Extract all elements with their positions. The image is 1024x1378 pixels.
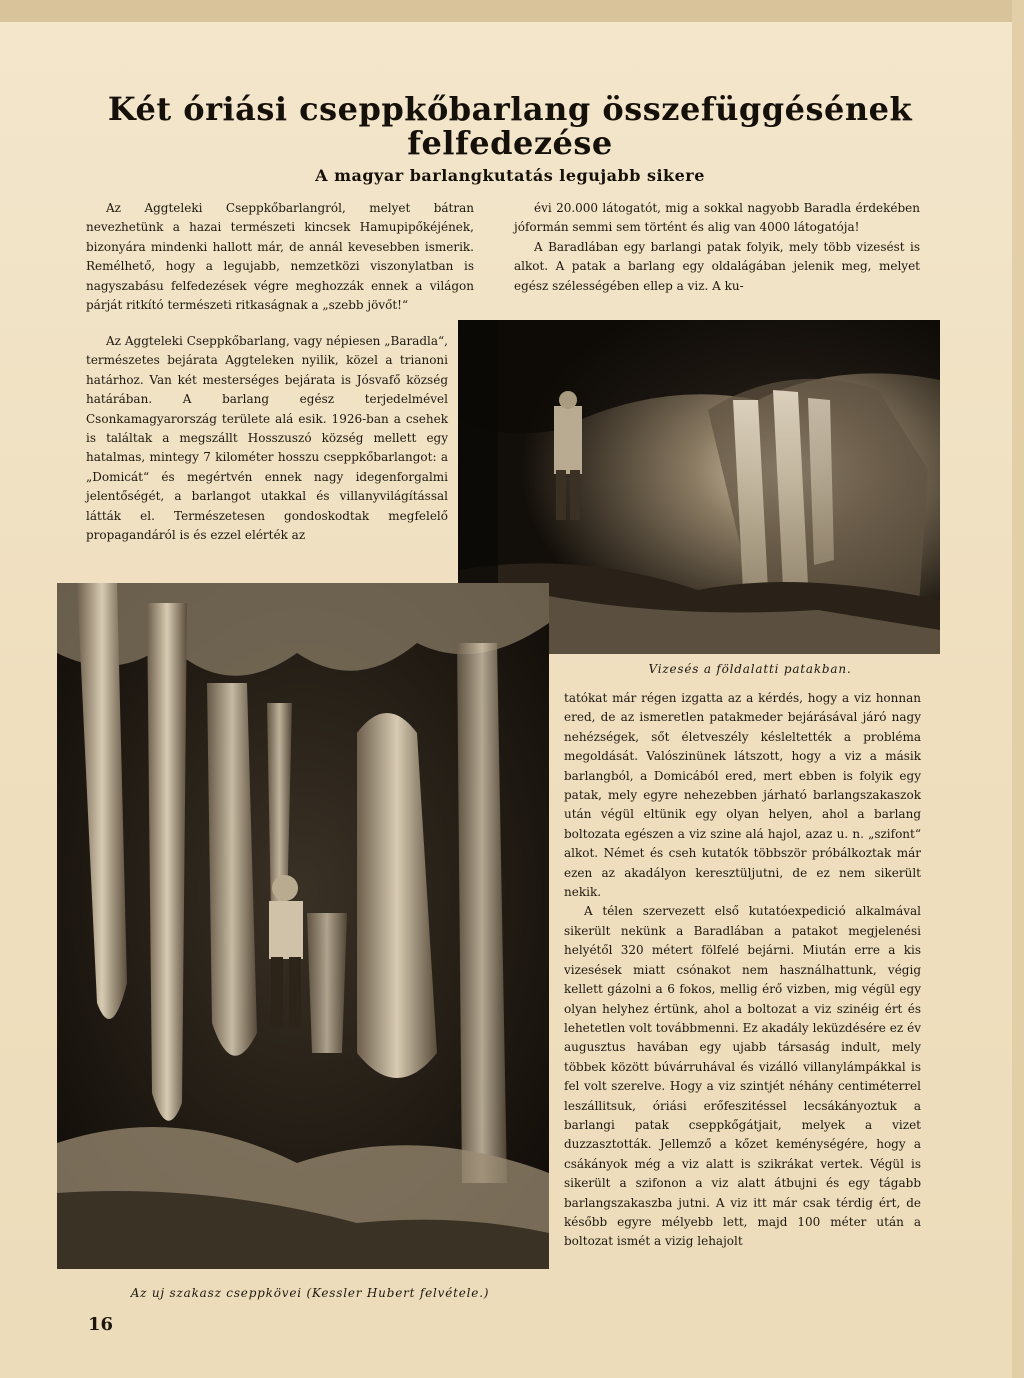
paragraph: A télen szervezett első kutatóexpedició alkalmával sikerült nekünk a Baradlában a patakot megjelenési helyétől 320 métert fölfelé bejárni. Miután erre a kis vizesések miatt csónakot nem használhattunk, végig kellett gázolni a 6 fokos, mellig érő vizben, mig végül egy olyan helyhez értünk, ahol a boltozat a viz szinéig ért és lehetetlen volt továbbmenni. Ez akadály leküzdésére ez év augusztus havában egy ujabb társaság indult, mely többek között búvárruhával és vizálló villanylámpákkal is fel volt szerelve. Hogy a viz szintjét néhány centiméterrel leszállitsuk, óriási erőfeszitéssel lecsákányoztuk a barlangi patak cseppkőgátjait, melyek a vizet duzzasztották. Jellemző a kőzet keménységére, hogy a csákányok még a viz alatt is szikrákat vertek. Végül is sikerült a szifonon a viz alatt átbujni és egy tágabb barlangszakaszba jutni. A viz itt már csak térdig ért, de később egyre mélyebb lett, majd 100 méter után a boltozat ismét a vizig lehajolt: [564, 904, 921, 1249]
paragraph: Az Aggteleki Cseppkőbarlangról, melyet bátran nevezhetünk a hazai természeti kincsek Hamupipőkéjének, bizonyára mindenki hallott már, de annál kevesebben ismerik. Remélhető, hogy a legujabb, nemzetközi viszonylatban is nagyszabásu felfedezések végre meghozzák ennek a világon párját ritkító természeti ritkaságnak a „szebb jövőt!“: [86, 201, 474, 313]
paragraph: Az Aggteleki Cseppkőbarlang, vagy népiesen „Baradla“, természetes bejárata Aggteleken nyilik, közel a trianoni határhoz. Van két mesterséges bejárata is Jósvafő község határában. A barlang egész terjedelmével Csonkamagyarország területe alá esik. 1926-ban a csehek is találtak a megszállt Hosszuszó község mellett egy hatalmas, mintegy 7 kilométer hosszu cseppkőbarlangot: a „Domicát“ és megértvén ennek nagy idegenforgalmi jelentőségét, a barlangot utakkal és villanyvilágítással látták el. Természetesen gondoskodtak megfelelő propagandáról is és ezzel elérték az: [86, 334, 448, 543]
article-title: Két óriási cseppkőbarlang összefüggésének felfedezése: [107, 90, 913, 162]
scan-edge-top: [0, 0, 1024, 22]
right-column-top: [514, 199, 920, 296]
paragraph: tatókat már régen izgatta az a kérdés, hogy a viz honnan ered, de az ismeretlen patakmeder bejárásával járó nagy nehézségek, sőt életveszély késleltették a probléma megoldását. Valószinünek látszott, hogy a viz a másik barlangból, a Domicából ered, mert ebben is folyik egy patak, mely egyre nehezebben járható barlangszakaszok után végül eltünik egy olyan helyen, ahol a barlang boltozata egészen a viz szine alá hajol, azaz u. n. „szifont“ alkot. Német és cseh kutatók többször próbálkoztak már ezen az akadályon keresztüljutni, de ez nem sikerült nekik.: [564, 691, 921, 900]
left-column-intro: [86, 199, 474, 315]
paragraph: A Baradlában egy barlangi patak folyik, mely több vizesést is alkot. A patak a barlang egy oldalágában jelenik meg, melyet egész szélességében ellep a viz. A ku-: [514, 239, 920, 293]
paragraph: évi 20.000 látogatót, mig a sokkal nagyobb Baradla érdekében jóformán semmi sem történt és alig van 4000 látogatója!: [514, 201, 920, 235]
left-column-body: [86, 332, 448, 545]
stalactites-photo: [57, 583, 549, 1269]
right-column-bottom: [564, 689, 921, 1252]
page-number: 16: [88, 1314, 114, 1335]
stalactites-illustration: [57, 583, 549, 1269]
stalactites-caption: Az uj szakasz cseppkövei (Kessler Hubert felvétele.): [130, 1286, 490, 1300]
article-subtitle: A magyar barlangkutatás legujabb sikere: [315, 166, 705, 185]
waterfall-caption: Vizesés a földalatti patakban.: [648, 662, 852, 676]
scan-edge-right: [1012, 0, 1024, 1378]
